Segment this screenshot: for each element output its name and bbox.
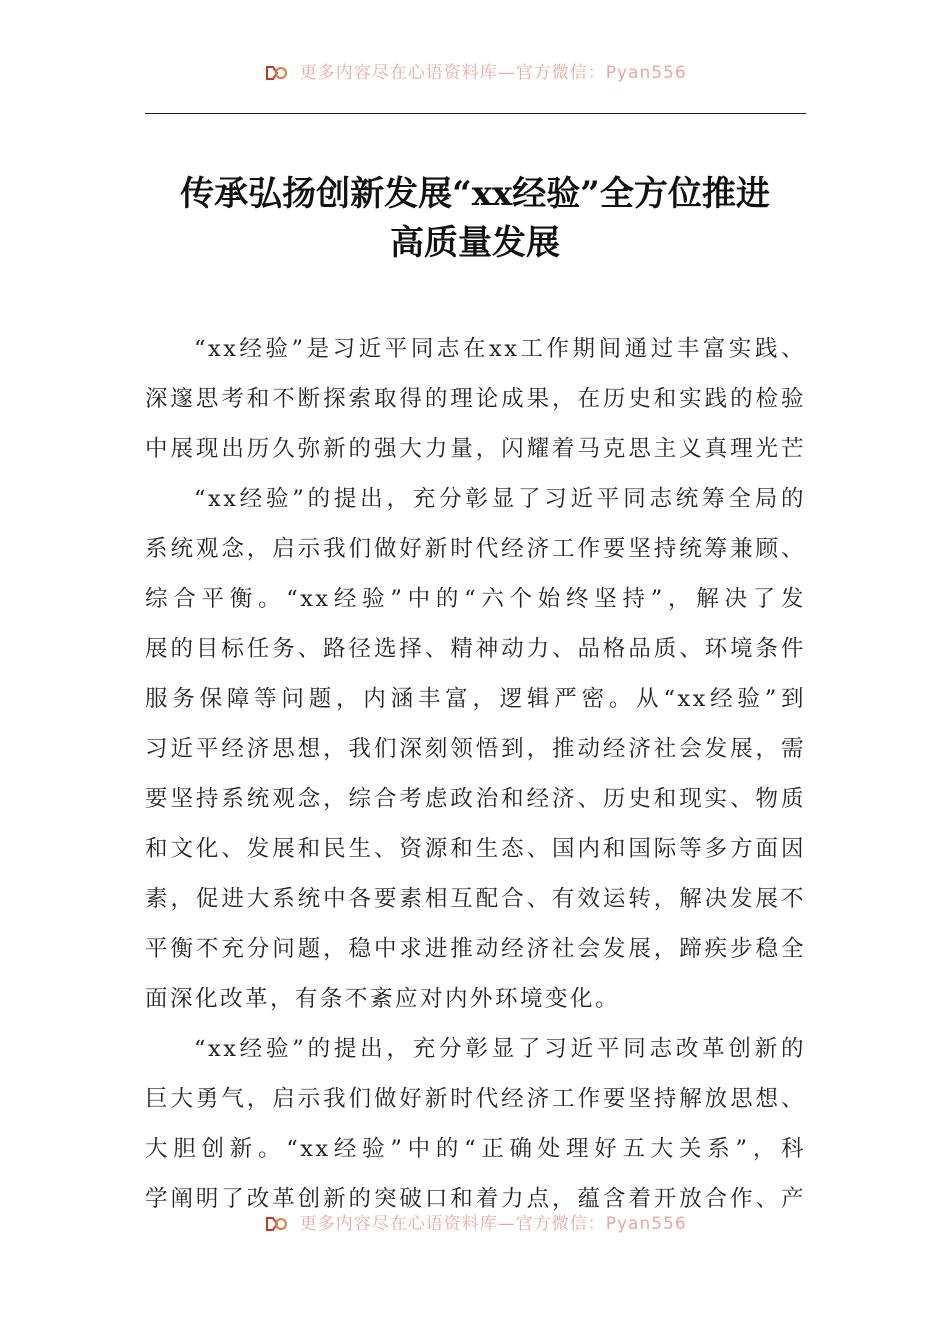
text-line: 学阐明了改革创新的突破口和着力点，蕴含着开放合作、产: [145, 1186, 806, 1212]
text-line: “xx经验”是习近平同志在xx工作期间通过丰富实践、: [194, 336, 806, 362]
footer-watermark: [0, 1209, 950, 1234]
watermark-text: 更多内容尽在心语资料库—官方微信：Pyan556: [299, 1214, 687, 1234]
watermark-logo-icon: [263, 1214, 289, 1234]
header-watermark: [0, 58, 950, 83]
header-rule: [145, 113, 806, 114]
text-line: “xx经验”的提出，充分彰显了习近平同志改革创新的: [194, 1036, 806, 1062]
document-title: [120, 170, 830, 268]
text-line: 平衡不充分问题，稳中求进推动经济社会发展，蹄疾步稳全: [145, 936, 806, 962]
watermark-text: 更多内容尽在心语资料库—官方微信：Pyan556: [299, 63, 687, 83]
text-line: 服务保障等问题，内涵丰富，逻辑严密。从“xx经验”到: [145, 686, 806, 712]
text-line: 巨大勇气，启示我们做好新时代经济工作要坚持解放思想、: [145, 1086, 806, 1112]
text-line: “xx经验”的提出，充分彰显了习近平同志统筹全局的: [194, 486, 806, 512]
title-line-2: 高质量发展: [390, 223, 560, 263]
text-line: 和文化、发展和民生、资源和生态、国内和国际等多方面因: [145, 836, 806, 862]
title-line-1: 传承弘扬创新发展“xx经验”全方位推进: [180, 174, 770, 214]
text-line: 习近平经济思想，我们深刻领悟到，推动经济社会发展，需: [145, 736, 806, 762]
text-line: 中展现出历久弥新的强大力量，闪耀着马克思主义真理光芒: [145, 436, 806, 462]
text-line: 面深化改革，有条不紊应对内外环境变化。: [145, 986, 621, 1012]
text-line: 展的目标任务、路径选择、精神动力、品格品质、环境条件: [145, 636, 806, 662]
watermark-logo-icon: [263, 63, 289, 83]
text-line: 系统观念，启示我们做好新时代经济工作要坚持统筹兼顾、: [145, 536, 806, 562]
text-line: 素，促进大系统中各要素相互配合、有效运转，解决发展不: [145, 886, 806, 912]
text-line: 大胆创新。“xx经验”中的“正确处理好五大关系”，科: [145, 1136, 806, 1162]
document-body: [145, 324, 806, 1224]
text-line: 要坚持系统观念，综合考虑政治和经济、历史和现实、物质: [145, 786, 806, 812]
text-line: 综合平衡。“xx经验”中的“六个始终坚持”，解决了发: [145, 586, 806, 612]
text-line: 深邃思考和不断探索取得的理论成果，在历史和实践的检验: [145, 386, 806, 412]
